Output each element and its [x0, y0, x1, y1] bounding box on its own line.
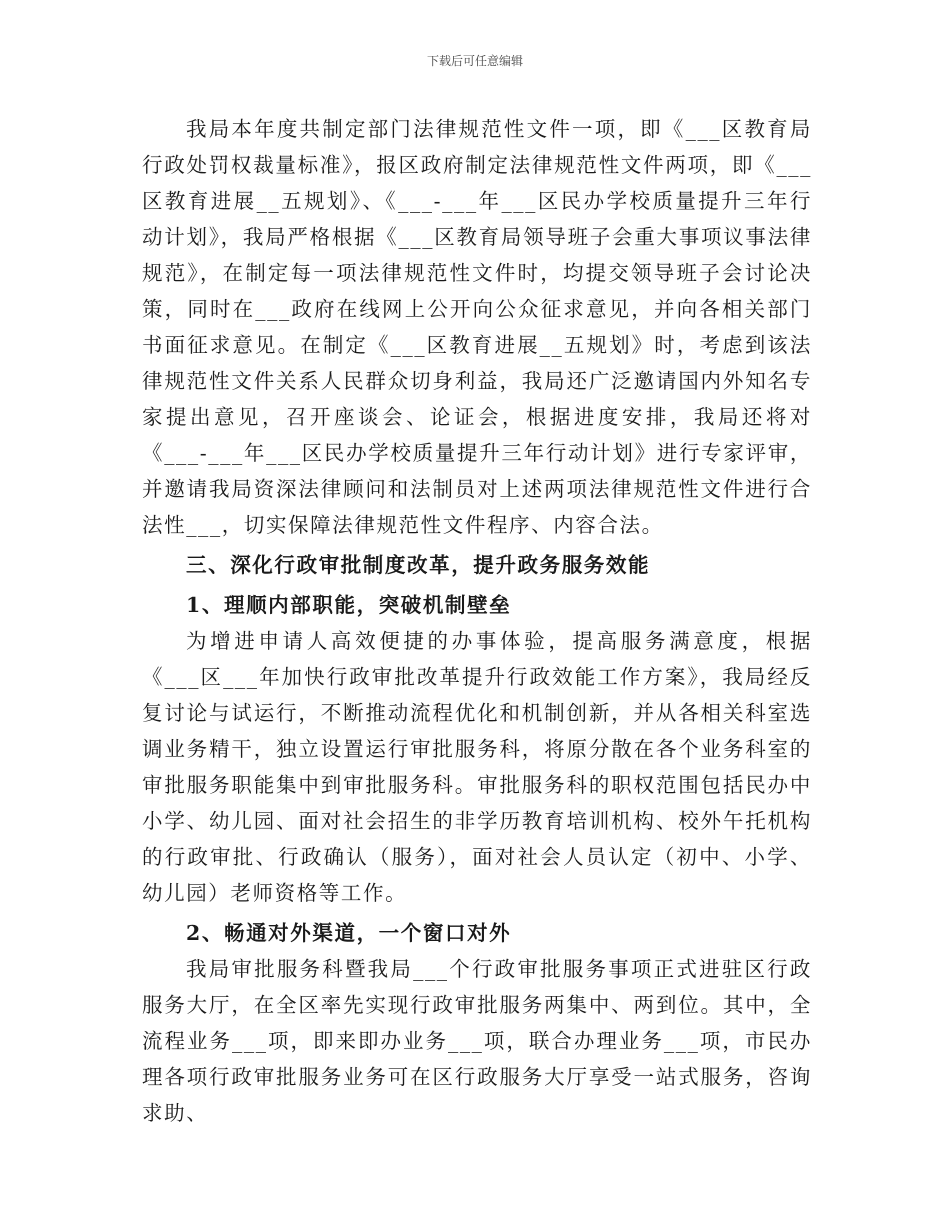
paragraph-regulations: 我局本年度共制定部门法律规范性文件一项，即《___区教育局行政处罚权裁量标准》，报区政府制定法律规范性文件两项，即《___区教育进展__五规划》、《___-___年___区民办学校质量提升三年行动计划》，我局严格根据《___区教育局领导班子会重大事项议事法律规范》，在制定每一项法律规范性文件时，均提交领导班子会讨论决策，同时在___政府在线网上公开向公众征求意见，并向各相关部门书面征求意见。在制定《___区教育进展__五规划》时，考虑到该法律规范性文件关系人民群众切身利益，我局还广泛邀请国内外知名专家提出意见，召开座谈会、论证会，根据进度安排，我局还将对《___-___年___区民办学校质量提升三年行动计划》进行专家评审，并邀请我局资深法律顾问和法制员对上述两项法律规范性文件进行合法性___，切实保障法律规范性文件程序、内容合法。	[142, 117, 812, 537]
paragraph-internal-functions: 为增进申请人高效便捷的办事体验，提高服务满意度，根据《___区___年加快行政审批改革提升行政效能工作方案》，我局经反复讨论与试运行，不断推动流程优化和机制创新，并从各相关科室选调业务精干，独立设置运行审批服务科，将原分散在各个业务科室的审批服务职能集中到审批服务科。审批服务科的职权范围包括民办中小学、幼儿园、面对社会招生的非学历教育培训机构、校外午托机构的行政审批、行政确认（服务），面对社会人员认定（初中、小学、幼儿园）老师资格等工作。	[142, 629, 812, 905]
subsection-heading-2: 2、畅通对外渠道，一个窗口对外	[186, 921, 512, 945]
page-header: 下载后可任意编辑	[426, 54, 523, 68]
document-body	[142, 111, 812, 1131]
subsection-heading-1: 1、理顺内部职能，突破机制壁垒	[186, 593, 512, 617]
paragraph-external-channels: 我局审批服务科暨我局___个行政审批服务事项正式进驻区行政服务大厅，在全区率先实现行政审批服务两集中、两到位。其中，全流程业务___项，即来即办业务___项，联合办理业务___项，市民办理各项行政审批服务业务可在区行政服务大厅享受一站式服务，咨询求助、	[142, 957, 812, 1125]
section-heading-3: 三、深化行政审批制度改革，提升政务服务效能	[186, 553, 651, 577]
